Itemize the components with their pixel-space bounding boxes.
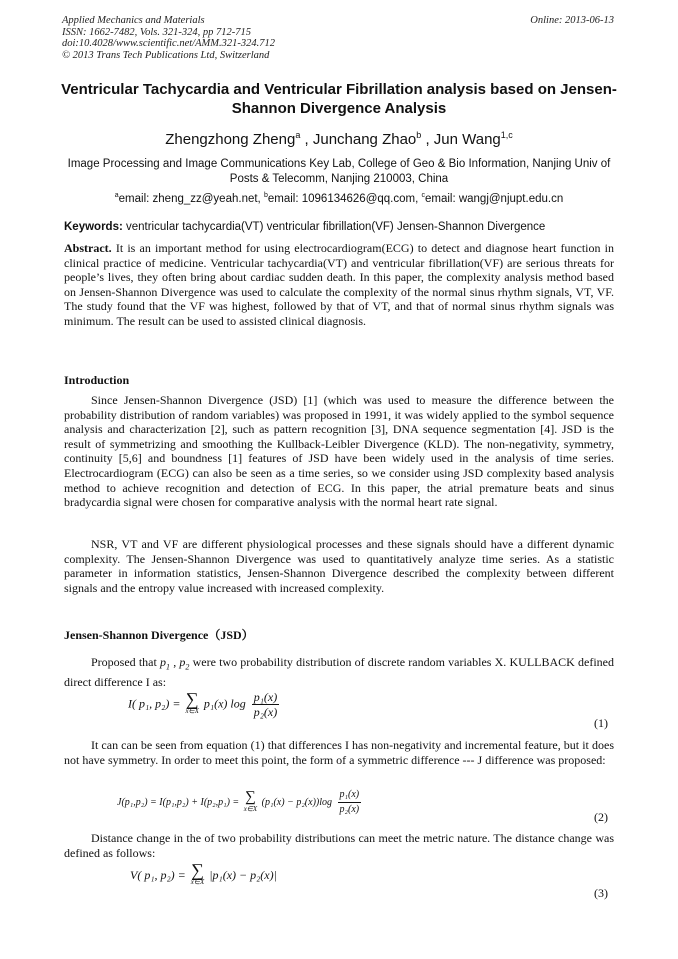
email-line: [40, 192, 638, 205]
equation-number: (2): [594, 810, 608, 824]
email-superscript: c: [421, 192, 425, 199]
journal-header: [62, 15, 275, 61]
author-line: [40, 130, 638, 148]
email-text: email: wangj@njupt.edu.cn: [424, 193, 564, 205]
denominator: p₂(x): [253, 705, 278, 719]
paper-title: Ventricular Tachycardia and Ventricular Fibrillation analysis based on Jensen-Shannon Divergence Analysis: [61, 81, 617, 117]
email-superscript: b: [263, 192, 268, 199]
equation-number: (3): [594, 886, 608, 900]
symbol-subscript: 2: [185, 662, 190, 672]
keywords-label: Keywords:: [64, 221, 123, 233]
symbol-letter: p: [179, 655, 186, 669]
abstract-label: Abstract.: [64, 241, 112, 255]
jsd-text: Proposed that: [91, 655, 161, 669]
online-date: Online: 2013-06-13: [530, 15, 614, 26]
introduction-paragraph-2: NSR, VT and VF are different physiological processes and these signals should have a different dynamic complexity. The Jensen-Shannon Divergence was used to quantitatively analyze time series. As a statistic parameter in information statistics, Jensen-Shannon Divergence described the complexity between different signals and the entropy value increased with increased complexity.: [64, 537, 614, 595]
author-superscript: a: [295, 130, 301, 140]
summation-symbol: ∑ x∈X: [243, 788, 258, 813]
equation-3: [130, 860, 277, 888]
equation-number: (1): [594, 716, 608, 730]
jsd-paragraph-3: Distance change in the of two probability distributions can meet the metric nature. The distance change was defined as follows:: [64, 831, 614, 860]
sum-subscript: x∈X: [185, 706, 199, 715]
affiliation: Image Processing and Image Communications Key Lab, College of Geo & Bio Information, Nanjing Univ of Posts & Telecomm, Nanjing 210003, China: [67, 158, 611, 185]
jsd-paragraph-1: [64, 655, 614, 690]
email-text: email: zheng_zz@yeah.net,: [118, 193, 264, 205]
jsd-text: ,: [170, 655, 180, 669]
author-superscript: 1,c: [500, 130, 513, 140]
author-name: , Jun Wang: [421, 131, 501, 148]
fraction: [338, 788, 362, 817]
eq-term: (p₁(x) − p₂(x))log: [261, 796, 333, 808]
denominator: p₂(x): [339, 804, 360, 815]
author-name: , Junchang Zhao: [300, 131, 417, 148]
abstract-text: It is an important method for using electrocardiogram(ECG) to detect and diagnose heart function in clinical practice of medicine. Ventricular tachycardia(VT) and ventricular fibrillation(VF) are serious threats for people’s lives, they often bring about cardiac sudden death. In this paper, the complexity analysis method based on Jensen-Shannon Divergence was used to calculate the complexity of the normal sinus rhythm signals, VT, VF. The study found that the VF was highest, followed by that of VT, and that of normal sinus rhythm signals was minimum. The result can be used to assisted clinical diagnosis.: [64, 241, 614, 328]
email-superscript: a: [114, 192, 119, 199]
keywords: [64, 221, 624, 233]
jsd-heading: Jensen-Shannon Divergence（JSD）: [64, 628, 254, 642]
symbol-subscript: 1: [166, 662, 171, 672]
jsd-text: were two probability distribution of discrete random variables X. KULLBACK defined direct difference I as:: [64, 655, 614, 689]
eq-lhs: J(p₁,p₂) = I(p₁,p₂) + I(p₂,p₁) =: [117, 796, 240, 808]
email-text: email: 1096134626@qq.com,: [267, 193, 422, 205]
summation-symbol: ∑ x∈X: [185, 688, 199, 715]
jsd-paragraph-2: It can can be seen from equation (1) that differences I has non-negativity and incremental feature, but it does not have symmetry. In order to meet this point, the form of a symmetric difference --- J difference was proposed:: [64, 738, 614, 767]
symbol-p2: [179, 655, 190, 672]
summation-symbol: ∑ x∈X: [190, 860, 205, 886]
equation-2: [117, 788, 361, 817]
eq-term: |p₁(x) − p₂(x)|: [209, 867, 277, 882]
abstract: [64, 241, 614, 329]
author-superscript: b: [416, 130, 422, 140]
eq-lhs: I( p₁, p₂) =: [128, 696, 181, 711]
doi-line: doi:10.4028/www.scientific.net/AMM.321-324.712: [62, 38, 275, 49]
sum-subscript: x∈X: [243, 804, 258, 813]
journal-name: Applied Mechanics and Materials: [62, 15, 205, 26]
keywords-text: ventricular tachycardia(VT) ventricular fibrillation(VF) Jensen-Shannon Divergence: [122, 221, 546, 233]
symbol-p1: [160, 655, 171, 672]
introduction-heading: Introduction: [64, 373, 130, 387]
numerator: p₁(x): [253, 690, 278, 704]
sum-subscript: x∈X: [190, 878, 205, 886]
symbol-letter: p: [160, 655, 167, 669]
issn-line: ISSN: 1662-7482, Vols. 321-324, pp 712-715: [62, 26, 251, 38]
eq-term: p₁(x) log: [203, 696, 246, 711]
fraction: [252, 690, 280, 719]
numerator: p₁(x): [338, 788, 362, 803]
eq-lhs: V( p₁, p₂) =: [130, 867, 186, 882]
equation-1: [128, 690, 279, 719]
author-name: Zhengzhong Zheng: [165, 131, 296, 148]
introduction-paragraph-1: Since Jensen-Shannon Divergence (JSD) [1] (which was used to measure the difference between the probability distribution of random variables) was proposed in 1991, it was widely applied to the symbol sequence analysis and characterization [2], such as pattern recognition [3], DNA sequence segmentation [4]. JSD is the result of symmetrizing and smoothing the Kullback-Leibler Divergence (KLD). The non-negativity, symmetry, continuity [5,6] and boundness [1] features of JSD have been widely used in the analysis of time series. Electrocardiogram (ECG) can also be seen as a time series, so we consider using JSD complexity based analysis method to achieve recognition and detection of ECG. In this paper, the atrial premature beats and sinus bradycardia signal were chosen for comparative analysis with the normal heart rate signal.: [64, 393, 614, 510]
copyright-line: © 2013 Trans Tech Publications Ltd, Switzerland: [62, 49, 270, 61]
